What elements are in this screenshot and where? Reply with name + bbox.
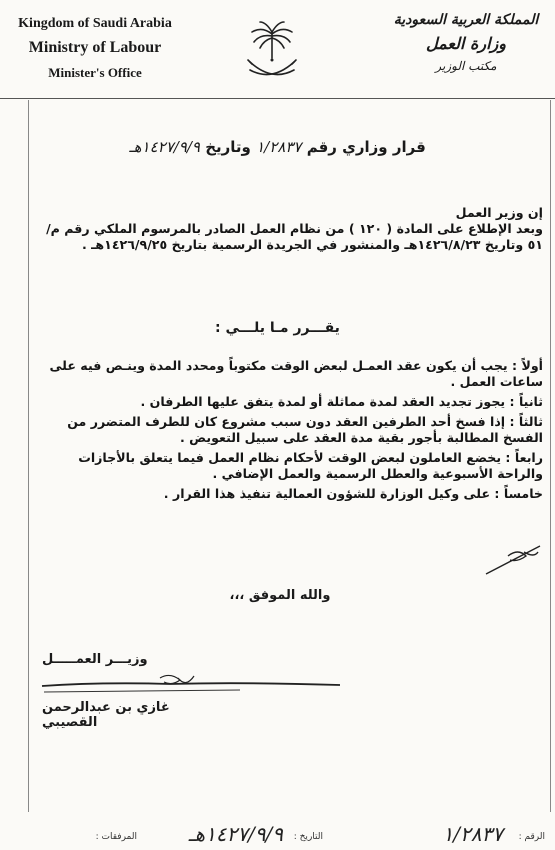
signatory-name: غازي بن عبدالرحمن القصيبي bbox=[42, 700, 170, 730]
document-footer bbox=[0, 818, 555, 850]
letterhead-ministry: Ministry of Labour bbox=[28, 39, 162, 56]
letterhead-ministry-ar: وزارة العمل bbox=[426, 34, 506, 53]
article-item: ثانياً : يجوز تجديد العقد لمدة مماثلة أو لمدة يتفق عليها الطرفان . bbox=[140, 394, 543, 409]
letterhead-english bbox=[10, 16, 180, 81]
articles-list bbox=[36, 358, 543, 506]
preamble bbox=[36, 205, 543, 253]
signatory-title: وزيـــر العمـــــل bbox=[42, 652, 148, 667]
footer-number-label: الرقم : bbox=[518, 832, 545, 842]
frame-right-border bbox=[550, 100, 551, 812]
footer-date: ١٤٢٧/٩/٩هـ bbox=[188, 822, 283, 846]
preamble-line: إن وزير العمل bbox=[455, 205, 543, 220]
letterhead-office-ar: مكتب الوزير bbox=[435, 59, 497, 73]
preamble-line: وبعد الإطلاع على المادة ( ١٢٠ ) من نظام العمل الصادر بالمرسوم الملكي رقم م/٥١ وتاريخ ١٤٢٦/٨/٢٣هـ والمنشور في الجريدة الرسمية بتاريخ ١٤٢٦/٩/٢٥هـ . bbox=[46, 221, 543, 252]
decision-number: ١/٢٨٣٧ bbox=[256, 138, 302, 156]
palm-swords-emblem-icon bbox=[242, 18, 302, 90]
header-divider bbox=[0, 98, 555, 99]
article-item: ثالثاً : إذا فسخ أحد الطرفين العقد دون سبب مشروع كان للطرف المتضرر من الفسخ المطالبة بأجور بقية مدة العقد على سبيل التعويض . bbox=[67, 414, 543, 445]
decides-heading: يقـــرر مـا يلـــي : bbox=[215, 320, 340, 336]
article-item: خامساً : على وكيل الوزارة للشؤون العمالية تنفيذ هذا القرار . bbox=[163, 486, 543, 501]
letterhead-office: Minister's Office bbox=[48, 65, 142, 80]
decision-title-text: قرار وزاري رقم bbox=[306, 138, 426, 156]
handwritten-signature bbox=[40, 668, 350, 702]
closing-phrase: والله الموفق ،،، bbox=[229, 588, 331, 603]
letterhead-kingdom: Kingdom of Saudi Arabia bbox=[18, 16, 172, 31]
footer-attachments-label: المرفقات : bbox=[95, 832, 137, 842]
footer-date-label: التاريخ : bbox=[293, 832, 323, 842]
article-item: أولاً : يجب أن يكون عقد العمـل لبعض الوقت مكتوباً ومحدد المدة وينـص فيه على ساعات العمل . bbox=[49, 358, 543, 389]
frame-left-border bbox=[28, 100, 29, 812]
decision-date: ١٤٢٧/٩/٩هـ bbox=[129, 138, 200, 156]
handwritten-initial bbox=[478, 538, 548, 578]
letterhead-kingdom-ar: المملكة العربية السعودية bbox=[393, 12, 539, 28]
footer-number: ١/٢٨٣٧ bbox=[442, 822, 503, 846]
letterhead-arabic bbox=[391, 12, 541, 73]
decision-title bbox=[110, 138, 445, 156]
article-item: رابعاً : يخضع العاملون لبعض الوقت لأحكام نظام العمل فيما يتعلق بالأجازات والراحة الأسبوعية والعطل الرسمية والعمل الإضافي . bbox=[78, 450, 543, 481]
decision-date-label: وتاريخ bbox=[205, 138, 251, 156]
